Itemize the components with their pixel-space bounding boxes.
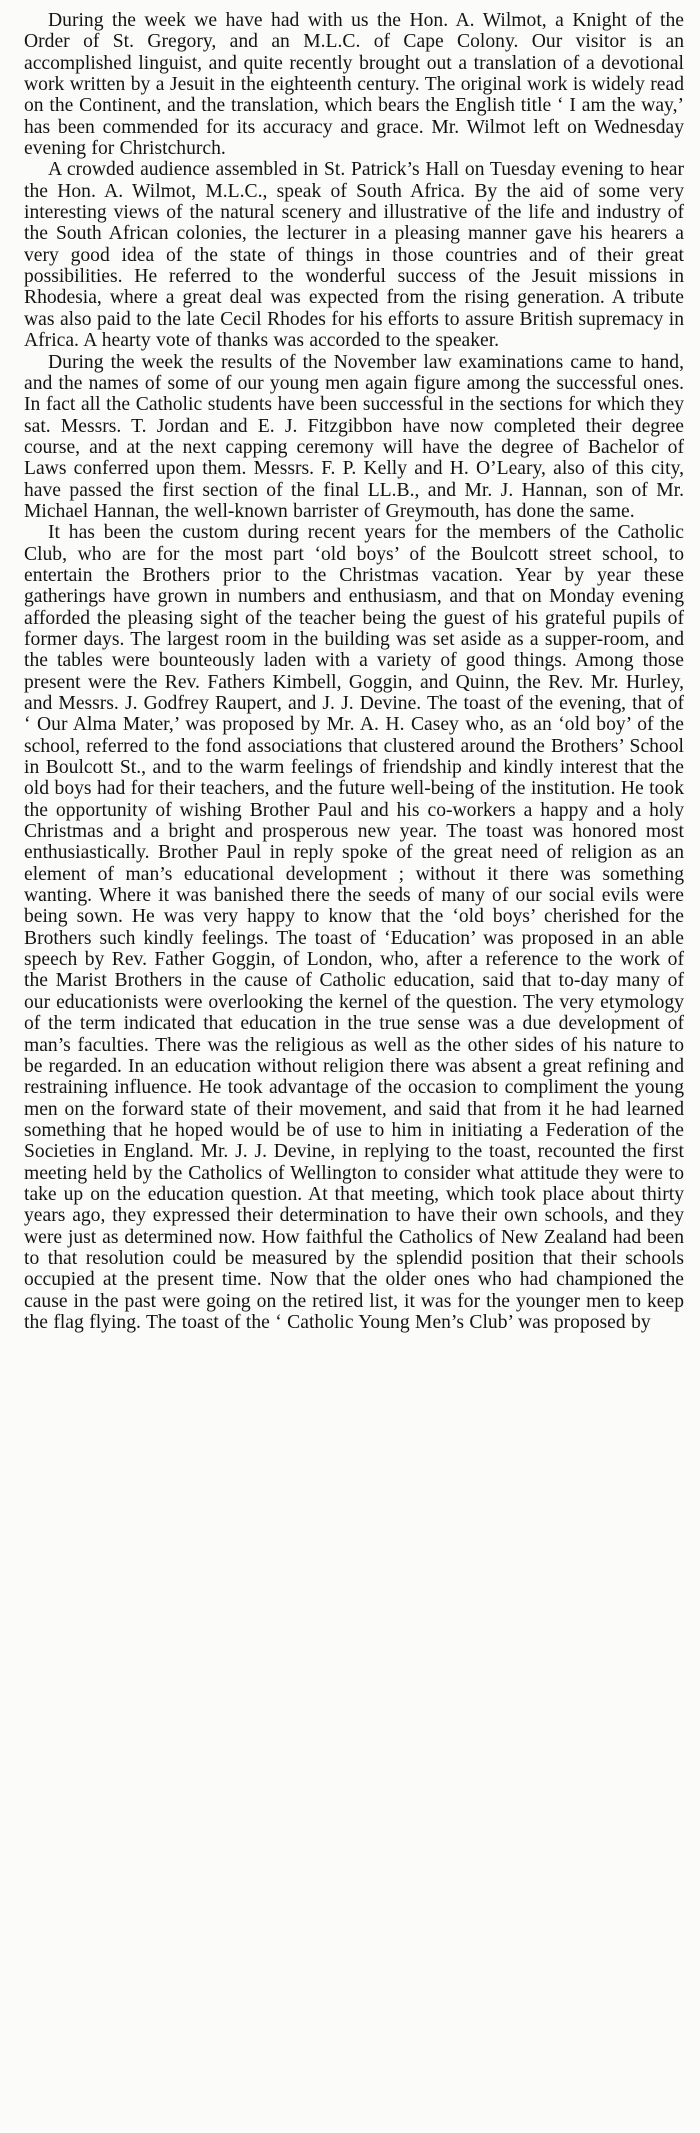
paragraph-law-examinations: During the week the results of the November law examinations came to hand, and the names of some of our young men again figure among the successful ones. In fact all the Catholic students have been successful in the sections for which they sat. Messrs. T. Jordan and E. J. Fitzgibbon have now completed their degree course, and at the next capping ceremony will have the degree of Bachelor of Laws conferred upon them. Messrs. F. P. Kelly and H. O’Leary, also of this city, have passed the first section of the final LL.B., and Mr. J. Hannan, son of Mr. Michael Hannan, the well-known barrister of Greymouth, has done the same. [24,351,684,522]
paragraph-south-africa-lecture: A crowded audience assembled in St. Patrick’s Hall on Tuesday evening to hear the Hon. A. Wilmot, M.L.C., speak of South Africa. By the aid of some very interesting views of the natural scenery and illustrative of the life and industry of the South African colonies, the lecturer in a pleasing manner gave his hearers a very good idea of the state of things in those countries and of their great possibilities. He referred to the wonderful success of the Jesuit missions in Rhodesia, where a great deal was expected from the rising generation. A tribute was also paid to the late Cecil Rhodes for his efforts to assure British supremacy in Africa. A hearty vote of thanks was accorded to the speaker. [24,159,684,352]
paragraph-wilmot-visit: During the week we have had with us the Hon. A. Wilmot, a Knight of the Order of St. Gregory, and an M.L.C. of Cape Colony. Our visitor is an accomplished linguist, and quite recently brought out a translation of a devotional work written by a Jesuit in the eighteenth century. The original work is widely read on the Continent, and the translation, which bears the English title ‘ I am the way,’ has been commended for its accuracy and grace. Mr. Wilmot left on Wednesday evening for Christchurch. [24,10,684,160]
paragraph-catholic-club-gathering: It has been the custom during recent years for the members of the Catholic Club, who are for the most part ‘old boys’ of the Boulcott street school, to entertain the Brothers prior to the Christmas vacation. Year by year these gatherings have grown in numbers and enthusiasm, and that on Monday evening afforded the pleasing sight of the teacher being the guest of his grateful pupils of former days. The largest room in the building was set aside as a supper-room, and the tables were bounteously laden with a variety of good things. Among those present were the Rev. Fathers Kimbell, Goggin, and Quinn, the Rev. Mr. Hurley, and Messrs. J. Godfrey Raupert, and J. J. Devine. The toast of the evening, that of ‘ Our Alma Mater,’ was proposed by Mr. A. H. Casey who, as an ‘old boy’ of the school, referred to the fond associations that clustered around the Brothers’ School in Boulcott St., and to the warm feelings of friendship and kindly interest that the old boys had for their teachers, and the future well-being of the institution. He took the opportunity of wishing Brother Paul and his co-workers a happy and a holy Christmas and a bright and prosperous new year. The toast was honored most enthusiastically. Brother Paul in reply spoke of the great need of religion as an element of man’s educational development ; without it there was something wanting. Where it was banished there the seeds of many of our social evils were being sown. He was very happy to know that the ‘old boys’ cherished for the Brothers such kindly feelings. The toast of ‘Education’ was proposed in an able speech by Rev. Father Goggin, of London, who, after a reference to the work of the Marist Brothers in the cause of Catholic education, said that to-day many of our educationists were overlooking the kernel of the question. The very etymology of the term indicated that education in the true sense was a due development of man’s faculties. There was the religious as well as the other sides of his nature to be regarded. In an education without religion there was absent a great refining and restraining influence. He took advantage of the occasion to compliment the young men on the forward state of their movement, and said that from it he had learned something that he hoped would be of use to him in initiating a Federation of the Societies in England. Mr. J. J. Devine, in replying to the toast, recounted the first meeting held by the Catholics of Wellington to consider what attitude they were to take up on the education question. At that meeting, which took place about thirty years ago, they expressed their determination to have their own schools, and they were just as determined now. How faithful the Catholics of New Zealand had been to that resolution could be measured by the splendid position that their schools occupied at the present time. Now that the older ones who had championed the cause in the past were going on the retired list, it was for the younger men to keep the flag flying. The toast of the ‘ Catholic Young Men’s Club’ was proposed by [24,522,684,1333]
news-column [24,10,684,1333]
